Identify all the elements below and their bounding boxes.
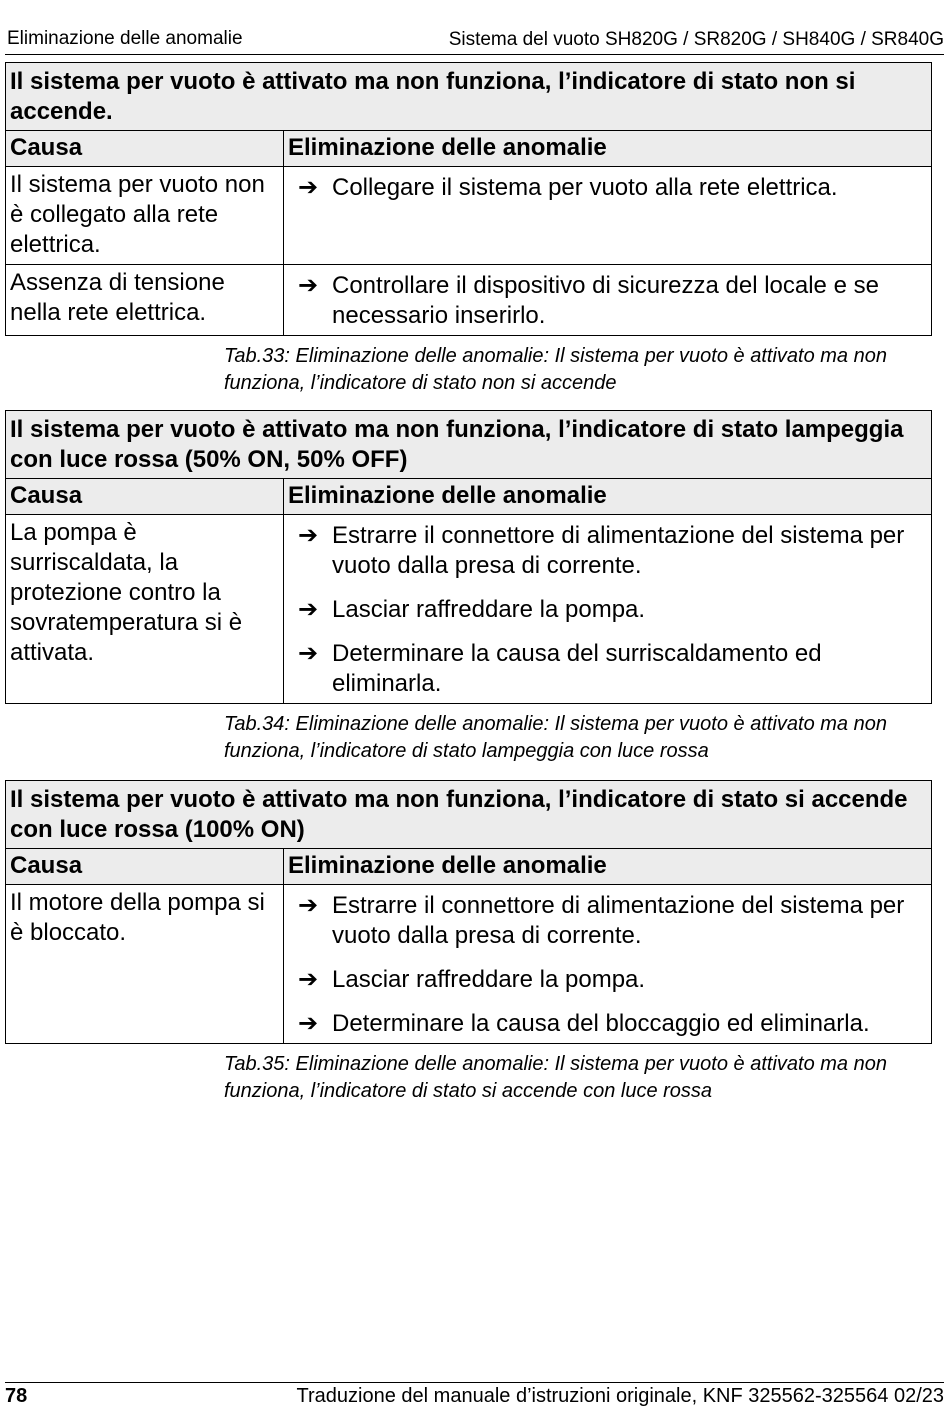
remedy-cell	[284, 265, 932, 336]
column-header-remedy: Eliminazione delle anomalie	[284, 849, 932, 885]
remedy-step-text: Estrarre il connettore di alimentazione del sistema per vuoto dalla presa di corrente.	[332, 892, 905, 949]
remedy-step	[296, 271, 923, 331]
table-caption: Tab.35: Eliminazione delle anomalie: Il sistema per vuoto è attivato ma non funziona, l’indicatore di stato si accende con luce rossa	[224, 1053, 887, 1102]
page-footer	[5, 1382, 944, 1407]
remedy-cell	[284, 515, 932, 704]
table-title: Il sistema per vuoto è attivato ma non funziona, l’indicatore di stato non si accende.	[6, 63, 932, 131]
remedy-step-text: Estrarre il connettore di alimentazione del sistema per vuoto dalla presa di corrente.	[332, 522, 905, 579]
cause-cell: Assenza di tensione nella rete elettrica.	[6, 265, 284, 336]
table-caption: Tab.33: Eliminazione delle anomalie: Il sistema per vuoto è attivato ma non funziona, l’indicatore di stato non si accende	[224, 345, 887, 394]
arrow-right-icon: ➔	[298, 272, 319, 299]
page-header	[5, 26, 944, 55]
column-header-cause: Causa	[6, 849, 284, 885]
column-header-remedy: Eliminazione delle anomalie	[284, 131, 932, 167]
table-row	[6, 167, 932, 265]
remedy-step	[296, 595, 923, 625]
remedy-step-text: Lasciar raffreddare la pompa.	[332, 596, 646, 623]
remedy-step	[296, 521, 923, 581]
column-header-remedy: Eliminazione delle anomalie	[284, 479, 932, 515]
arrow-right-icon: ➔	[298, 522, 319, 549]
remedy-step	[296, 173, 923, 203]
table-caption: Tab.34: Eliminazione delle anomalie: Il sistema per vuoto è attivato ma non funziona, l’indicatore di stato lampeggia con luce rossa	[224, 713, 887, 762]
column-header-cause: Causa	[6, 479, 284, 515]
troubleshooting-table-35	[5, 780, 932, 1044]
table-title: Il sistema per vuoto è attivato ma non funziona, l’indicatore di stato lampeggia con luce rossa (50% ON, 50% OFF)	[6, 411, 932, 479]
remedy-cell	[284, 885, 932, 1044]
header-product-name: Sistema del vuoto SH820G / SR820G / SH840G / SR840G	[448, 29, 944, 50]
arrow-right-icon: ➔	[298, 174, 319, 201]
remedy-step-text: Collegare il sistema per vuoto alla rete elettrica.	[332, 174, 838, 201]
header-section-title: Eliminazione delle anomalie	[7, 28, 243, 49]
arrow-right-icon: ➔	[298, 1010, 319, 1037]
cause-cell: La pompa è surriscaldata, la protezione contro la sovratemperatura si è attivata.	[6, 515, 284, 704]
arrow-right-icon: ➔	[298, 966, 319, 993]
table-row	[6, 885, 932, 1044]
table-title: Il sistema per vuoto è attivato ma non funziona, l’indicatore di stato si accende con luce rossa (100% ON)	[6, 781, 932, 849]
column-header-cause: Causa	[6, 131, 284, 167]
troubleshooting-table-33	[5, 62, 932, 336]
cause-cell: Il motore della pompa si è bloccato.	[6, 885, 284, 1044]
remedy-step-text: Controllare il dispositivo di sicurezza del locale e se necessario inserirlo.	[332, 272, 879, 329]
cause-cell: Il sistema per vuoto non è collegato alla rete elettrica.	[6, 167, 284, 265]
arrow-right-icon: ➔	[298, 892, 319, 919]
table-row	[6, 265, 932, 336]
remedy-step-text: Determinare la causa del surriscaldamento ed eliminarla.	[332, 640, 822, 697]
remedy-step	[296, 639, 923, 699]
remedy-step-text: Lasciar raffreddare la pompa.	[332, 966, 646, 993]
page-number: 78	[5, 1385, 28, 1407]
footer-text: Traduzione del manuale d’istruzioni originale, KNF 325562-325564 02/23	[296, 1385, 944, 1407]
remedy-cell	[284, 167, 932, 265]
troubleshooting-table-34	[5, 410, 932, 704]
remedy-step	[296, 1009, 923, 1039]
arrow-right-icon: ➔	[298, 640, 319, 667]
remedy-step-text: Determinare la causa del bloccaggio ed eliminarla.	[332, 1010, 870, 1037]
remedy-step	[296, 891, 923, 951]
table-row	[6, 515, 932, 704]
arrow-right-icon: ➔	[298, 596, 319, 623]
remedy-step	[296, 965, 923, 995]
